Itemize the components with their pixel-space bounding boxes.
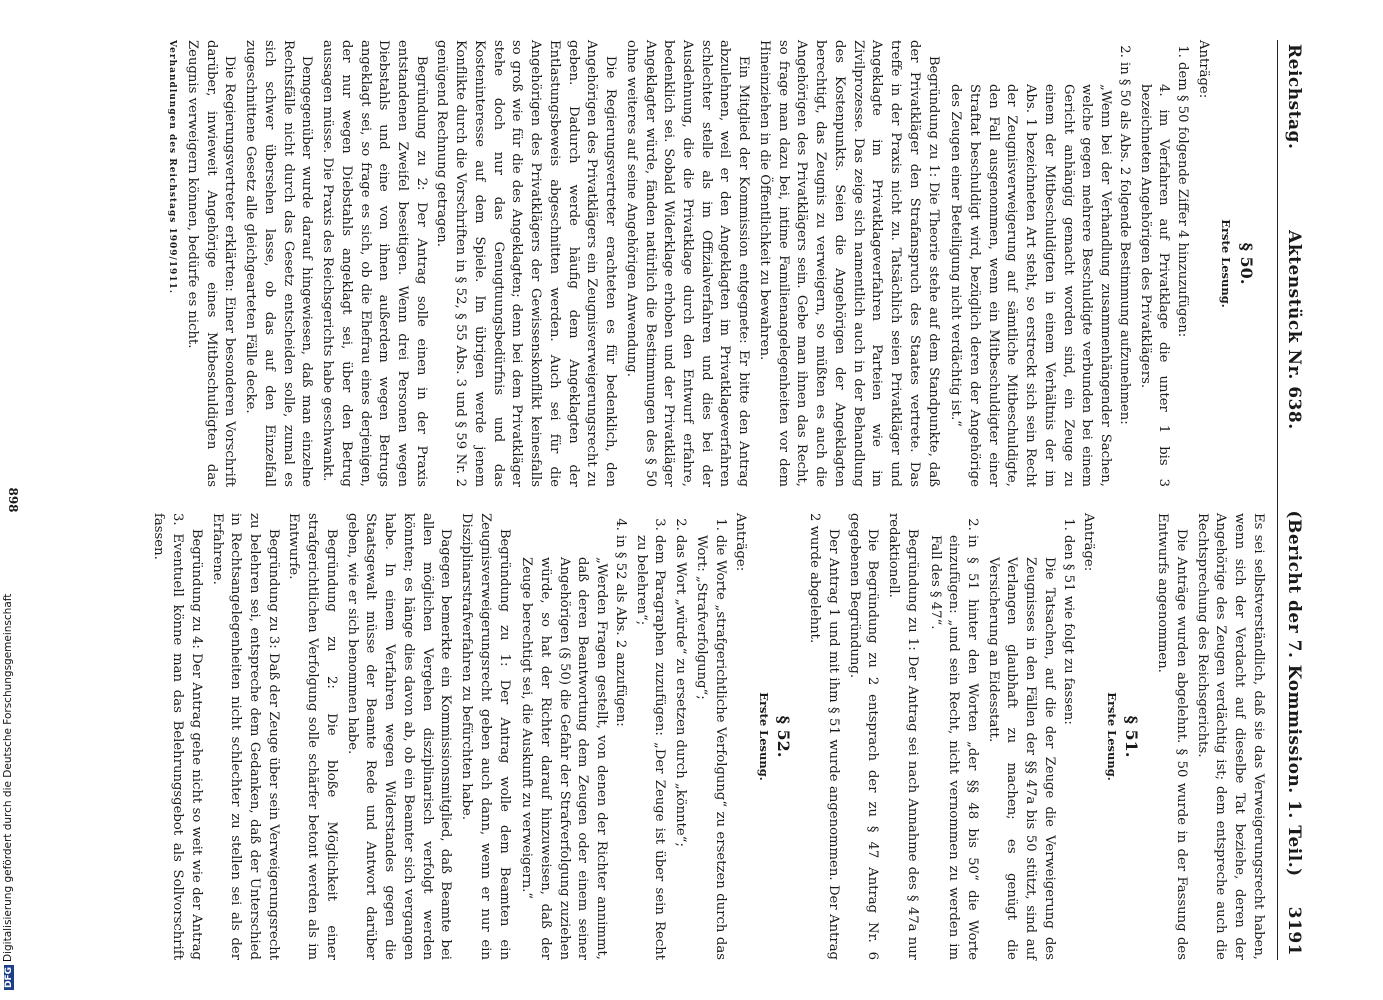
dfg-logo-icon: DFG — [4, 966, 14, 988]
footer-page-number: 898 — [6, 487, 21, 513]
page-header — [1277, 40, 1310, 960]
paragraph: Ein Mitglied der Kommission entgegnete: Er bitte den Antrag abzulehnen, weil er den Angeklagten im Privatklageverfahren schlechter stelle als im Offizialverfahren und dies bei der Ausdehnung, die die Privatklage durch den Entwurf erfahre, bedenklich sei. Sobald Widerklage erhoben und der Privatkläger Angeklagter würde, fänden natürlich die Bestimmungen des § 50 ohne weiteres auf seine Angehörigen Anwendung. — [623, 40, 752, 487]
paragraph: Demgegenüber wurde darauf hingewiesen, daß man einzelne Rechtsfälle nicht durch das Gesetz entscheiden solle, zumal es sich schwer übersehen lasse, ob das auf den Einzelfall zugeschnittene Gesetz alle gleichgearteten Fälle decke. — [243, 40, 315, 487]
antraege-label: Anträge: — [1195, 40, 1211, 99]
paragraph: Die Anträge wurden abgelehnt. § 50 wurde in der Fassung des Entwurfs angenommen. — [1155, 513, 1189, 960]
antrag-subitem: 4. im Verfahren auf Privatklage die unter 1 bis 3 bezeichneten Angehörigen des Privatklägers. — [1137, 84, 1172, 487]
section-51-reading: Erste Lesung. — [1104, 692, 1119, 781]
footnote: Verhandlungen des Reichstags 1909/1911. — [167, 40, 178, 294]
header-page-number: 3191 — [1284, 906, 1304, 956]
paragraph: Begründung zu 3: Daß der Zeuge über sein Verweigerungsrecht zu belehren sei, entspreche dem Gedanken, daß der Unterschied in Rechtsangelegenheiten nicht schlechter zu stellen sei als der Erfahrene. — [209, 513, 281, 960]
paragraph: Begründung zu 2: Die bloße Möglichkeit einer strafgerichtlichen Verfolgung solle schärfer betont werden als im Entwurfe. — [286, 513, 339, 960]
section-50-reading: Erste Lesung. — [1219, 219, 1234, 308]
header-center: Aktenstück Nr. 638. — [1284, 230, 1304, 430]
paragraph: Die Regierungsvertreter erklärten: Einer besonderen Vorschrift darüber, inwieweit Angehörige eines Mitbeschuldigten das Zeugnis verweigern können, bedürfe es nicht. — [184, 40, 238, 487]
antrag-item: 1. den § 51 wie folgt zu fassen: Die Tatsachen, auf die der Zeuge die Verweigerung des Zeugnisses in den Fällen der §§ 47a bis 50 stützt, sind auf Verlangen glaubhaft zu machen; es genügt die Versicherung an Eidesstatt. — [983, 535, 1077, 960]
funding-note-text: Digitalisierung gefördert durch die Deutsche Forschungsgemeinschaft — [2, 593, 14, 962]
antrag-item: 2. das Wort „würde“ zu ersetzen durch „könnte“; — [670, 535, 689, 960]
header-left: Reichstag. — [1284, 44, 1304, 150]
section-52-reading: Erste Lesung. — [756, 692, 771, 781]
document-page — [0, 20, 1320, 980]
antrag-quote: „Wenn bei der Verhandlung zusammenhängender Sachen, welche gegen mehrere Beschuldigte verbunden bei einem Gericht anhängig gemacht worden sind, ein Zeuge zu einem der Mitbeschuldigten in einem Verhältnis der im Abs. 1 bezeichneten Art steht, so erstreckt sich sein Recht der Zeugnisverweigerung auf sämtliche Mitbeschuldigte, den Fall ausgenommen, wenn ein Mitbeschuldigter einer Straftat beschuldigt wird, bezüglich deren der Angehörige des Zeugen einer Beteiligung nicht verdächtig ist.“ — [948, 84, 1114, 487]
antrag-item: 2. in § 50 als Abs. 2 folgende Bestimmung aufzunehmen: „Wenn bei der Verhandlung zusammenhängender Sachen, welche gegen mehrere Beschuldigte verbunden bei einem Gericht anhängig gemacht worden sind, ein Zeuge zu einem der Mitbeschuldigten in einem Verhältnis der im Abs. 1 bezeichneten Art steht, so erstreckt sich sein Recht der Zeugnisverweigerung auf sämtliche Mitbeschuldigte, den Fall ausgenommen, wenn ein Mitbeschuldigter einer Straftat beschuldigt wird, bezüglich deren der Angehörige des Zeugen einer Beteiligung nicht verdächtig ist.“ — [946, 62, 1133, 487]
section-50-heading: § 50. — [1236, 242, 1256, 285]
paragraph: Begründung zu 1: Der Antrag wolle dem Beamten ein Zeugnisverweigerungsrecht geben auch dann, wenn er nur ein Disziplinarstrafverfahren zu befürchten habe. — [459, 513, 512, 960]
antrag-quote: „Werden Fragen gestellt, von denen der Richter annimmt, daß deren Beantwortung dem Zeugen oder einem seiner Angehörigen (§ 50) die Gefahr der Strafverfolgung zuziehen würde, so hat der Richter darauf hinzuweisen, daß der Zeuge berechtigt sei, die Auskunft zu verweigern.“ — [519, 557, 610, 960]
antraege-label: Anträge: — [733, 513, 749, 572]
left-column — [27, 40, 1267, 487]
funding-note — [2, 594, 16, 990]
paragraph: Die Begründung zu 2 entsprach der zu § 47 Antrag Nr. 6 gegebenen Begründung. — [846, 513, 881, 960]
header-right: (Bericht der 7. Kommission. 1. Teil.) — [1284, 510, 1304, 877]
antrag-item: 3. dem Paragraphen zuzufügen: „Der Zeuge ist über sein Recht zu belehren“; — [631, 535, 668, 960]
antrag-item: 4. in § 52 als Abs. 2 anzufügen: „Werden Fragen gestellt, von denen der Richter annimmt, daß deren Beantwortung dem Zeugen oder einem seiner Angehörigen (§ 50) die Gefahr der Strafverfolgung zuziehen würde, so hat der Richter darauf hinzuweisen, daß der Zeuge berechtigt sei, die Auskunft zu verweigern.“ — [517, 535, 629, 960]
antrag-item: 1. dem § 50 folgende Ziffer 4 hinzuzufügen: 4. im Verfahren auf Privatklage die unter 1 bis 3 bezeichneten Angehörigen des Privatklägers. — [1135, 62, 1191, 487]
antrag-subitem: Die Tatsachen, auf die der Zeuge die Verweigerung des Zeugnisses in den Fällen der §§ 47a bis 50 stützt, sind auf Verlangen glaubhaft zu machen; es genügt die Versicherung an Eidesstatt. — [985, 557, 1057, 960]
paragraph: Es sei selbstverständlich, daß sie das Verweigerungsrecht haben, wenn sich der Verdacht auf dieselbe Tat beziehe, deren der Angehörige des Zeugen verdächtig ist; dem entspreche auch die Rechtsprechung des Reichsgerichts. — [1194, 513, 1266, 960]
antrag-item: 1. die Worte „strafgerichtliche Verfolgung“ zu ersetzen durch das Wort: „Strafverfolgung“; — [691, 535, 728, 960]
section-51-heading: § 51. — [1122, 715, 1142, 758]
paragraph: Die Regierungsvertreter erachteten es für bedenklich, den Angehörigen des Privatklägers ein Zeugnisverweigerungsrecht zu geben. Dadurch werde häufig dem Angeklagten der Entlastungsbeweis abgeschnitten werden. Auch sei für die Angehörigen des Privatklägers der Gewissenskonflikt keinesfalls so groß wie für die des Angeklagten; denn bei dem Privatkläger stehe doch nur das Genugtuungsbedürfnis und das Kosteninteresse auf dem Spiele. Im übrigen werde jenem Konflikte durch die Vorschriften in § 52, § 55 Abs. 3 und § 59 Nr. 2 genügend Rechnung getragen. — [434, 40, 619, 487]
antrag-item: 2. in § 51 hinter den Worten „der §§ 48 bis 50“ die Worte einzufügen: „und sein Recht, nicht vernommen zu werden im Fall des § 47“. — [925, 535, 981, 960]
paragraph: Begründung zu 2: Der Antrag solle einen in der Praxis entstandenen Zweifel beseitigen. Wenn drei Personen wegen Diebstahls und eine von ihnen außerdem wegen Betrugs angeklagt sei, so frage es sich, ob die Ehefrau eines derjenigen, der nur wegen Diebstahls angeklagt sei, über den Betrug aussagen müsse. Die Praxis des Reichsgerichts habe geschwankt. — [320, 40, 429, 487]
paragraph: Der Antrag 1 und mit ihm § 51 wurde angenommen. Der Antrag 2 wurde abgelehnt. — [807, 513, 841, 960]
paragraph: Begründung zu 1: Die Theorie stehe auf dem Standpunkte, daß der Privatkläger den Strafanspruch des Staates vertrete. Das treffe in der Praxis nicht zu. Tatsächlich seien Privatkläger und Angeklagte im Privatklageverfahren Parteien wie im Zivilprozesse. Das zeige sich namentlich auch in der Behandlung des Kostenpunkts. Seien die Angehörigen der Angeklagten berechtigt, das Zeugnis zu verweigern, so müßten es auch die Angehörigen des Privatklägers sein. Gebe man ihnen das Recht, so frage man dazu bei, intime Familienangelegenheiten vor dem Hineinziehen in die Öffentlichkeit zu bewahren. — [756, 40, 941, 487]
paragraph: Begründung zu 4: Der Antrag gehe nicht so weit wie der Antrag 3. Eventuell könne man das Belehrungsgebot als Sollvorschrift fassen. — [151, 513, 204, 960]
paragraph: Dagegen bemerkte ein Kommissionsmitglied, daß Beamte bei allen möglichen Vergehen disziplinarisch verfolgt werden könnten; es hänge dies davon ab, ob ein Beamter sich vergangen habe. In einem Verfahren wegen Widerstandes gegen die Staatsgewalt müsse der Beamte Rede und Antwort darüber geben, wie er sich benommen habe. — [344, 513, 454, 960]
antraege-label: Anträge: — [1081, 513, 1097, 572]
paragraph: Begründung zu 1: Der Antrag sei nach Annahme des § 47a nur redaktionell. — [886, 513, 920, 960]
section-52-heading: § 52. — [774, 715, 794, 758]
right-column — [27, 513, 1267, 960]
